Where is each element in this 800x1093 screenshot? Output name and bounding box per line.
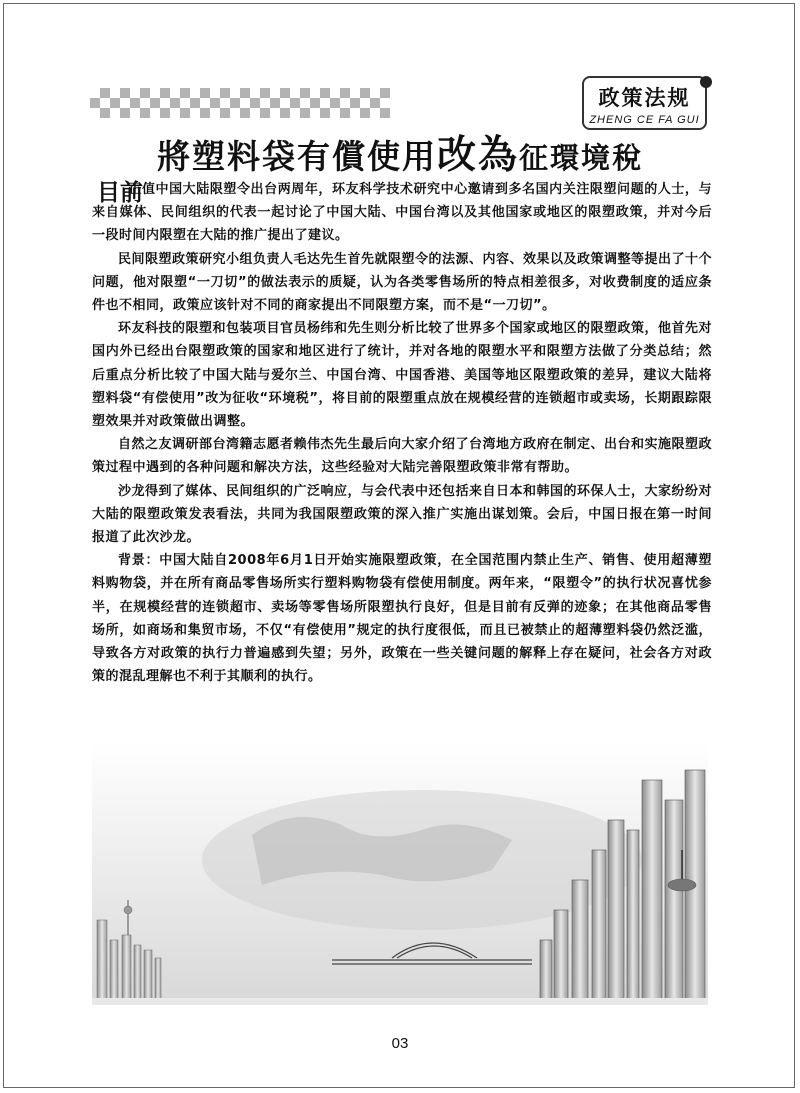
- tag-dot-icon: [700, 76, 712, 88]
- section-label: 政策法规: [598, 86, 691, 110]
- article-title: [0, 124, 800, 180]
- title-part2: 改為: [436, 133, 519, 178]
- paragraph: 自然之友调研部台湾籍志愿者赖伟杰先生最后向大家介绍了台湾地方政府在制定、出台和实施限塑政策过程中遇到的各种问题和解决方法，这些经验对大陆完善限塑政策非常有帮助。: [92, 437, 713, 476]
- paragraph: 正值中国大陆限塑令出台两周年，环友科学技术研究中心邀请到多名国内关注限塑问题的人士，与来自媒体、民间组织的代表一起讨论了中国大陆、中国台湾以及其他国家或地区的限塑政策，并对今后一段时间内限塑在大陆的推广提出了建议。: [92, 182, 712, 244]
- section-tag: [582, 76, 707, 130]
- article-body: [92, 178, 712, 688]
- title-part1: 將塑料袋有償使用: [156, 137, 437, 176]
- paragraph: 环友科技的限塑和包装项目官员杨纬和先生则分析比较了世界多个国家或地区的限塑政策，他首先对国内外已经出台限塑政策的国家和地区进行了统计，并对各地的限塑水平和限塑方法做了分类总结；然后重点分析比较了中国大陆与爱尔兰、中国台湾、中国香港、美国等地区限塑政策的差异，建议大陆将塑料袋“有偿使用”改为征收“环境税”，将目前的限塑重点放在规模经营的连锁超市或卖场，长期跟踪限塑效果并对政策做出调整。: [92, 321, 713, 430]
- paragraph: 民间限塑政策研究小组负责人毛达先生首先就限塑令的法源、内容、效果以及政策调整等提出了十个问题，他对限塑“一刀切”的做法表示的质疑，认为各类零售场所的特点相差很多，对收费制度的适应条件也不相同，政策应该针对不同的商家提出不同限塑方案，而不是“一刀切”。: [92, 251, 713, 314]
- paragraph: 背景：中国大陆自2008年6月1日开始实施限塑政策，在全国范围内禁止生产、销售、使用超薄塑料购物袋，并在所有商品零售场所实行塑料购物袋有偿使用制度。两年来，“限塑令”的执行状况喜忧参半，在规模经营的连锁超市、卖场等零售场所限塑执行良好，但是目前有反弹的迹象；在其他商品零售场所，如商场和集贸市场，不仅“有偿使用”规定的执行度很低，而且已被禁止的超薄塑料袋仍然泛滥，导致各方对政策的执行力普遍感到失望；另外，政策在一些关键问题的解释上存在疑问，社会各方对政策的混乱理解也不利于其顺利的执行。: [92, 553, 712, 685]
- city-skyline-illustration: [92, 740, 708, 1005]
- title-part3: 征環境稅: [519, 141, 644, 175]
- page-number: 03: [391, 1035, 409, 1052]
- decorative-checker-pattern: [90, 88, 390, 118]
- paragraph: 沙龙得到了媒体、民间组织的广泛响应，与会代表中还包括来自日本和韩国的环保人士，大家纷纷对大陆的限塑政策发表看法，共同为我国限塑政策的深入推广实施出谋划策。会后，中国日报在第一时间报道了此次沙龙。: [92, 483, 713, 546]
- lead-character: 目前: [97, 180, 143, 206]
- section-pinyin: ZHENG CE FA GUI: [589, 114, 700, 126]
